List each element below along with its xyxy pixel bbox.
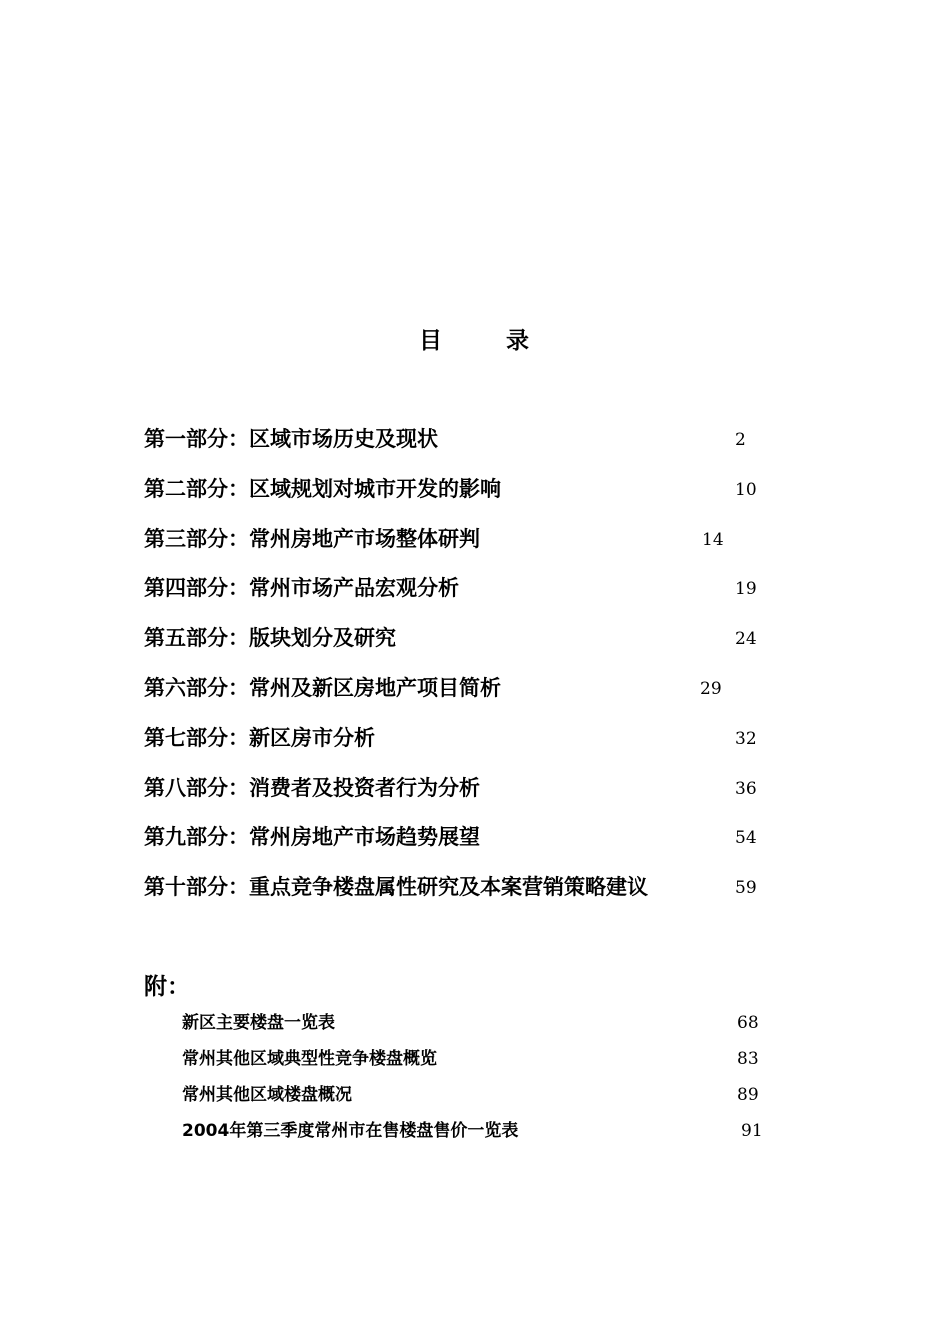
toc-entry-label: 第九部分：常州房地产市场趋势展望: [144, 825, 480, 849]
appendix-entry-page: 68: [737, 1013, 759, 1033]
appendix-entry-3[interactable]: [0, 1083, 950, 1109]
toc-entry-5[interactable]: [0, 623, 950, 655]
toc-entry-3[interactable]: [0, 524, 950, 556]
appendix-entry-page: 89: [737, 1085, 759, 1105]
toc-title-char-2: 录: [506, 328, 529, 354]
toc-entry-9[interactable]: [0, 822, 950, 854]
toc-entry-page: 32: [735, 729, 757, 749]
toc-entry-page: 59: [735, 878, 757, 898]
toc-entry-label: 第四部分：常州市场产品宏观分析: [144, 576, 459, 600]
appendix-entry-page: 91: [741, 1121, 763, 1141]
appendix-entry-label: 2004年第三季度常州市在售楼盘售价一览表: [182, 1121, 519, 1141]
appendix-entry-1[interactable]: [0, 1011, 950, 1037]
appendix-entry-2[interactable]: [0, 1047, 950, 1073]
toc-entry-label: 第三部分：常州房地产市场整体研判: [144, 527, 480, 551]
toc-entry-page: 29: [700, 679, 722, 699]
toc-entry-page: 54: [735, 828, 757, 848]
toc-entry-page: 2: [735, 430, 746, 450]
toc-entry-2[interactable]: [0, 474, 950, 506]
appendix-heading: 附：: [144, 974, 190, 1000]
toc-title-char-1: 目: [419, 328, 442, 354]
toc-entry-label: 第一部分：区域市场历史及现状: [144, 427, 438, 451]
toc-entry-page: 10: [735, 480, 757, 500]
toc-entry-10[interactable]: [0, 872, 950, 904]
toc-entry-label: 第六部分：常州及新区房地产项目简析: [144, 676, 501, 700]
toc-entry-label: 第十部分：重点竞争楼盘属性研究及本案营销策略建议: [144, 875, 648, 899]
toc-entry-label: 第七部分：新区房市分析: [144, 726, 375, 750]
toc-entry-4[interactable]: [0, 573, 950, 605]
appendix-entry-label: 常州其他区域楼盘概况: [182, 1085, 352, 1105]
appendix-entry-label: 新区主要楼盘一览表: [182, 1013, 335, 1033]
appendix-entry-4[interactable]: [0, 1119, 950, 1145]
appendix-entry-page: 83: [737, 1049, 759, 1069]
toc-entry-page: 36: [735, 779, 757, 799]
toc-entry-7[interactable]: [0, 723, 950, 755]
toc-entry-label: 第二部分：区域规划对城市开发的影响: [144, 477, 501, 501]
toc-entry-label: 第五部分：版块划分及研究: [144, 626, 396, 650]
toc-entry-page: 19: [735, 579, 757, 599]
toc-entry-label: 第八部分：消费者及投资者行为分析: [144, 776, 480, 800]
appendix-entry-label: 常州其他区域典型性竞争楼盘概览: [182, 1049, 437, 1069]
toc-entry-page: 14: [702, 530, 724, 550]
toc-entry-8[interactable]: [0, 773, 950, 805]
toc-title: [0, 322, 950, 356]
toc-entry-6[interactable]: [0, 673, 950, 705]
toc-entry-page: 24: [735, 629, 757, 649]
toc-entry-1[interactable]: [0, 424, 950, 456]
